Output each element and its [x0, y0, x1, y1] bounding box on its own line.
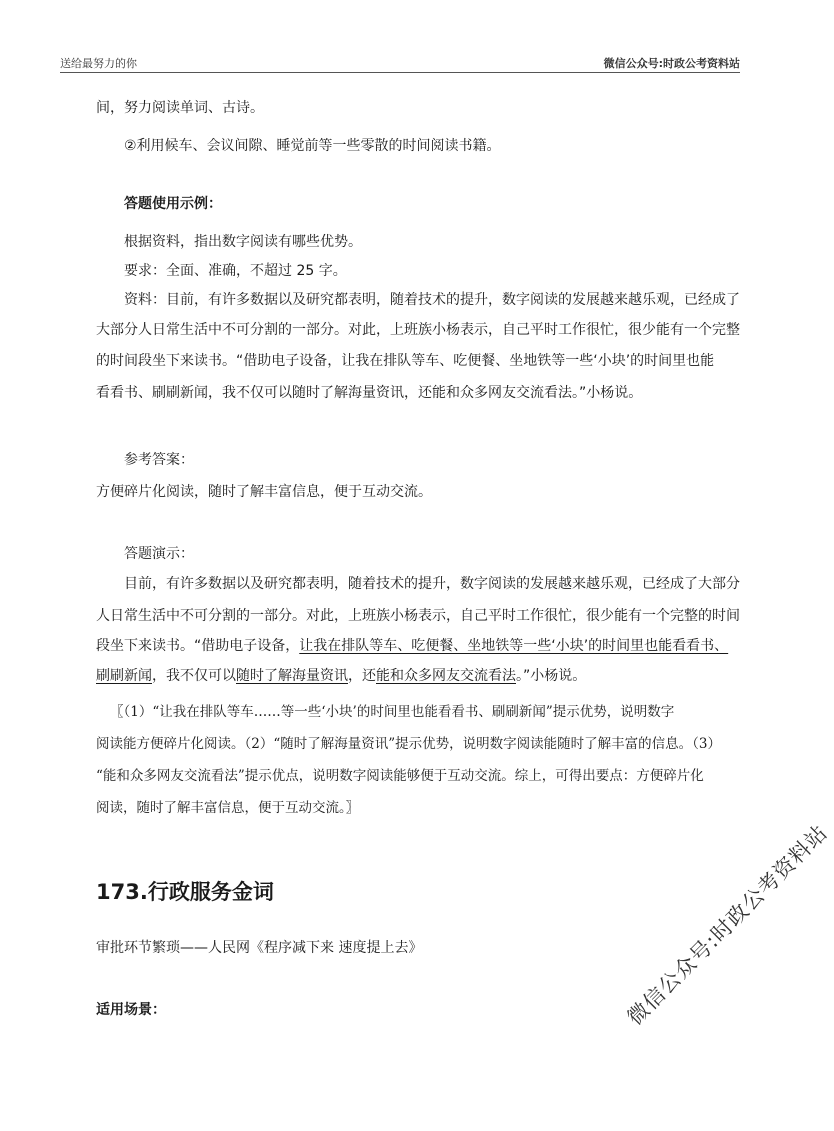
demo-line-4 — [96, 668, 586, 684]
demo-line-4-plain-3: 。”小杨说。 — [516, 668, 587, 684]
demo-note-line-1: 〖（1）“让我在排队等车……等一些‘小块’的时间里也能看看书、刷刷新闻”提示优势，说明数字 — [110, 704, 675, 720]
example-question: 根据资料，指出数字阅读有哪些优势。 — [124, 234, 362, 250]
demo-note-line-2: 阅读能方便碎片化阅读。（2）“随时了解海量资讯”提示优势，说明数字阅读能随时了解丰富的信息。（3） — [96, 736, 721, 752]
watermark: 微信公众号:时政公考资料站 — [622, 820, 833, 1030]
demo-line-1: 目前，有许多数据以及研究都表明，随着技术的提升，数字阅读的发展越来越乐观，已经成了大部分 — [124, 576, 740, 592]
demo-line-2: 人日常生活中不可分割的一部分。对此，上班族小杨表示，自己平时工作很忙，很少能有一个完整的时间 — [96, 608, 740, 624]
intro-line-1: 间，努力阅读单词、古诗。 — [96, 100, 264, 116]
material-line-4: 看看书、刷刷新闻，我不仅可以随时了解海量资讯，还能和众多网友交流看法。”小杨说。 — [96, 385, 643, 401]
header-right-text: 微信公众号:时政公考资料站 — [603, 57, 740, 70]
demo-line-4-underlined-3: 能和众多网友交流看法 — [376, 668, 516, 684]
demo-note-line-3: “能和众多网友交流看法”提示优点，说明数字阅读能够便于互动交流。综上，可得出要点：方便碎片化 — [96, 768, 704, 784]
header-left-text: 送给最努力的你 — [60, 57, 137, 70]
demo-line-4-underlined-2: 随时了解海量资讯 — [236, 668, 348, 684]
demo-line-3-plain: 段坐下来读书。“借助电子设备， — [96, 638, 300, 654]
section-subtitle: 审批环节繁琐——人民网《程序减下来 速度提上去》 — [96, 940, 423, 956]
demo-line-4-underlined-1: 刷刷新闻 — [96, 668, 152, 684]
material-line-2: 大部分人日常生活中不可分割的一部分。对此，上班族小杨表示，自己平时工作很忙，很少能有一个完整 — [96, 322, 740, 338]
demo-heading: 答题演示： — [124, 546, 194, 562]
page-header — [60, 52, 740, 73]
intro-line-2: ②利用候车、会议间隙、睡觉前等一些零散的时间阅读书籍。 — [124, 138, 501, 154]
example-requirement: 要求：全面、准确，不超过 25 字。 — [124, 263, 347, 279]
material-line-3: 的时间段坐下来读书。“借助电子设备，让我在排队等车、吃便餐、坐地铁等一些‘小块’的时间里也能 — [96, 353, 715, 369]
demo-line-4-plain-2: ，还 — [348, 668, 376, 684]
reference-heading: 参考答案： — [124, 452, 194, 468]
reference-answer: 方便碎片化阅读，随时了解丰富信息，便于互动交流。 — [96, 484, 432, 500]
material-line-1: 资料：目前，有许多数据以及研究都表明，随着技术的提升，数字阅读的发展越来越乐观，已经成了 — [124, 292, 740, 308]
section-title: 173.行政服务金词 — [96, 880, 274, 904]
demo-line-3 — [96, 638, 728, 654]
demo-line-3-underlined: 让我在排队等车、吃便餐、坐地铁等一些‘小块’的时间里也能看看书、 — [299, 638, 729, 654]
demo-line-4-plain-1: ，我不仅可以 — [152, 668, 236, 684]
scene-heading: 适用场景： — [96, 1002, 166, 1018]
example-heading: 答题使用示例： — [124, 196, 222, 212]
demo-note-line-4: 阅读，随时了解丰富信息，便于互动交流。〗 — [96, 800, 360, 816]
